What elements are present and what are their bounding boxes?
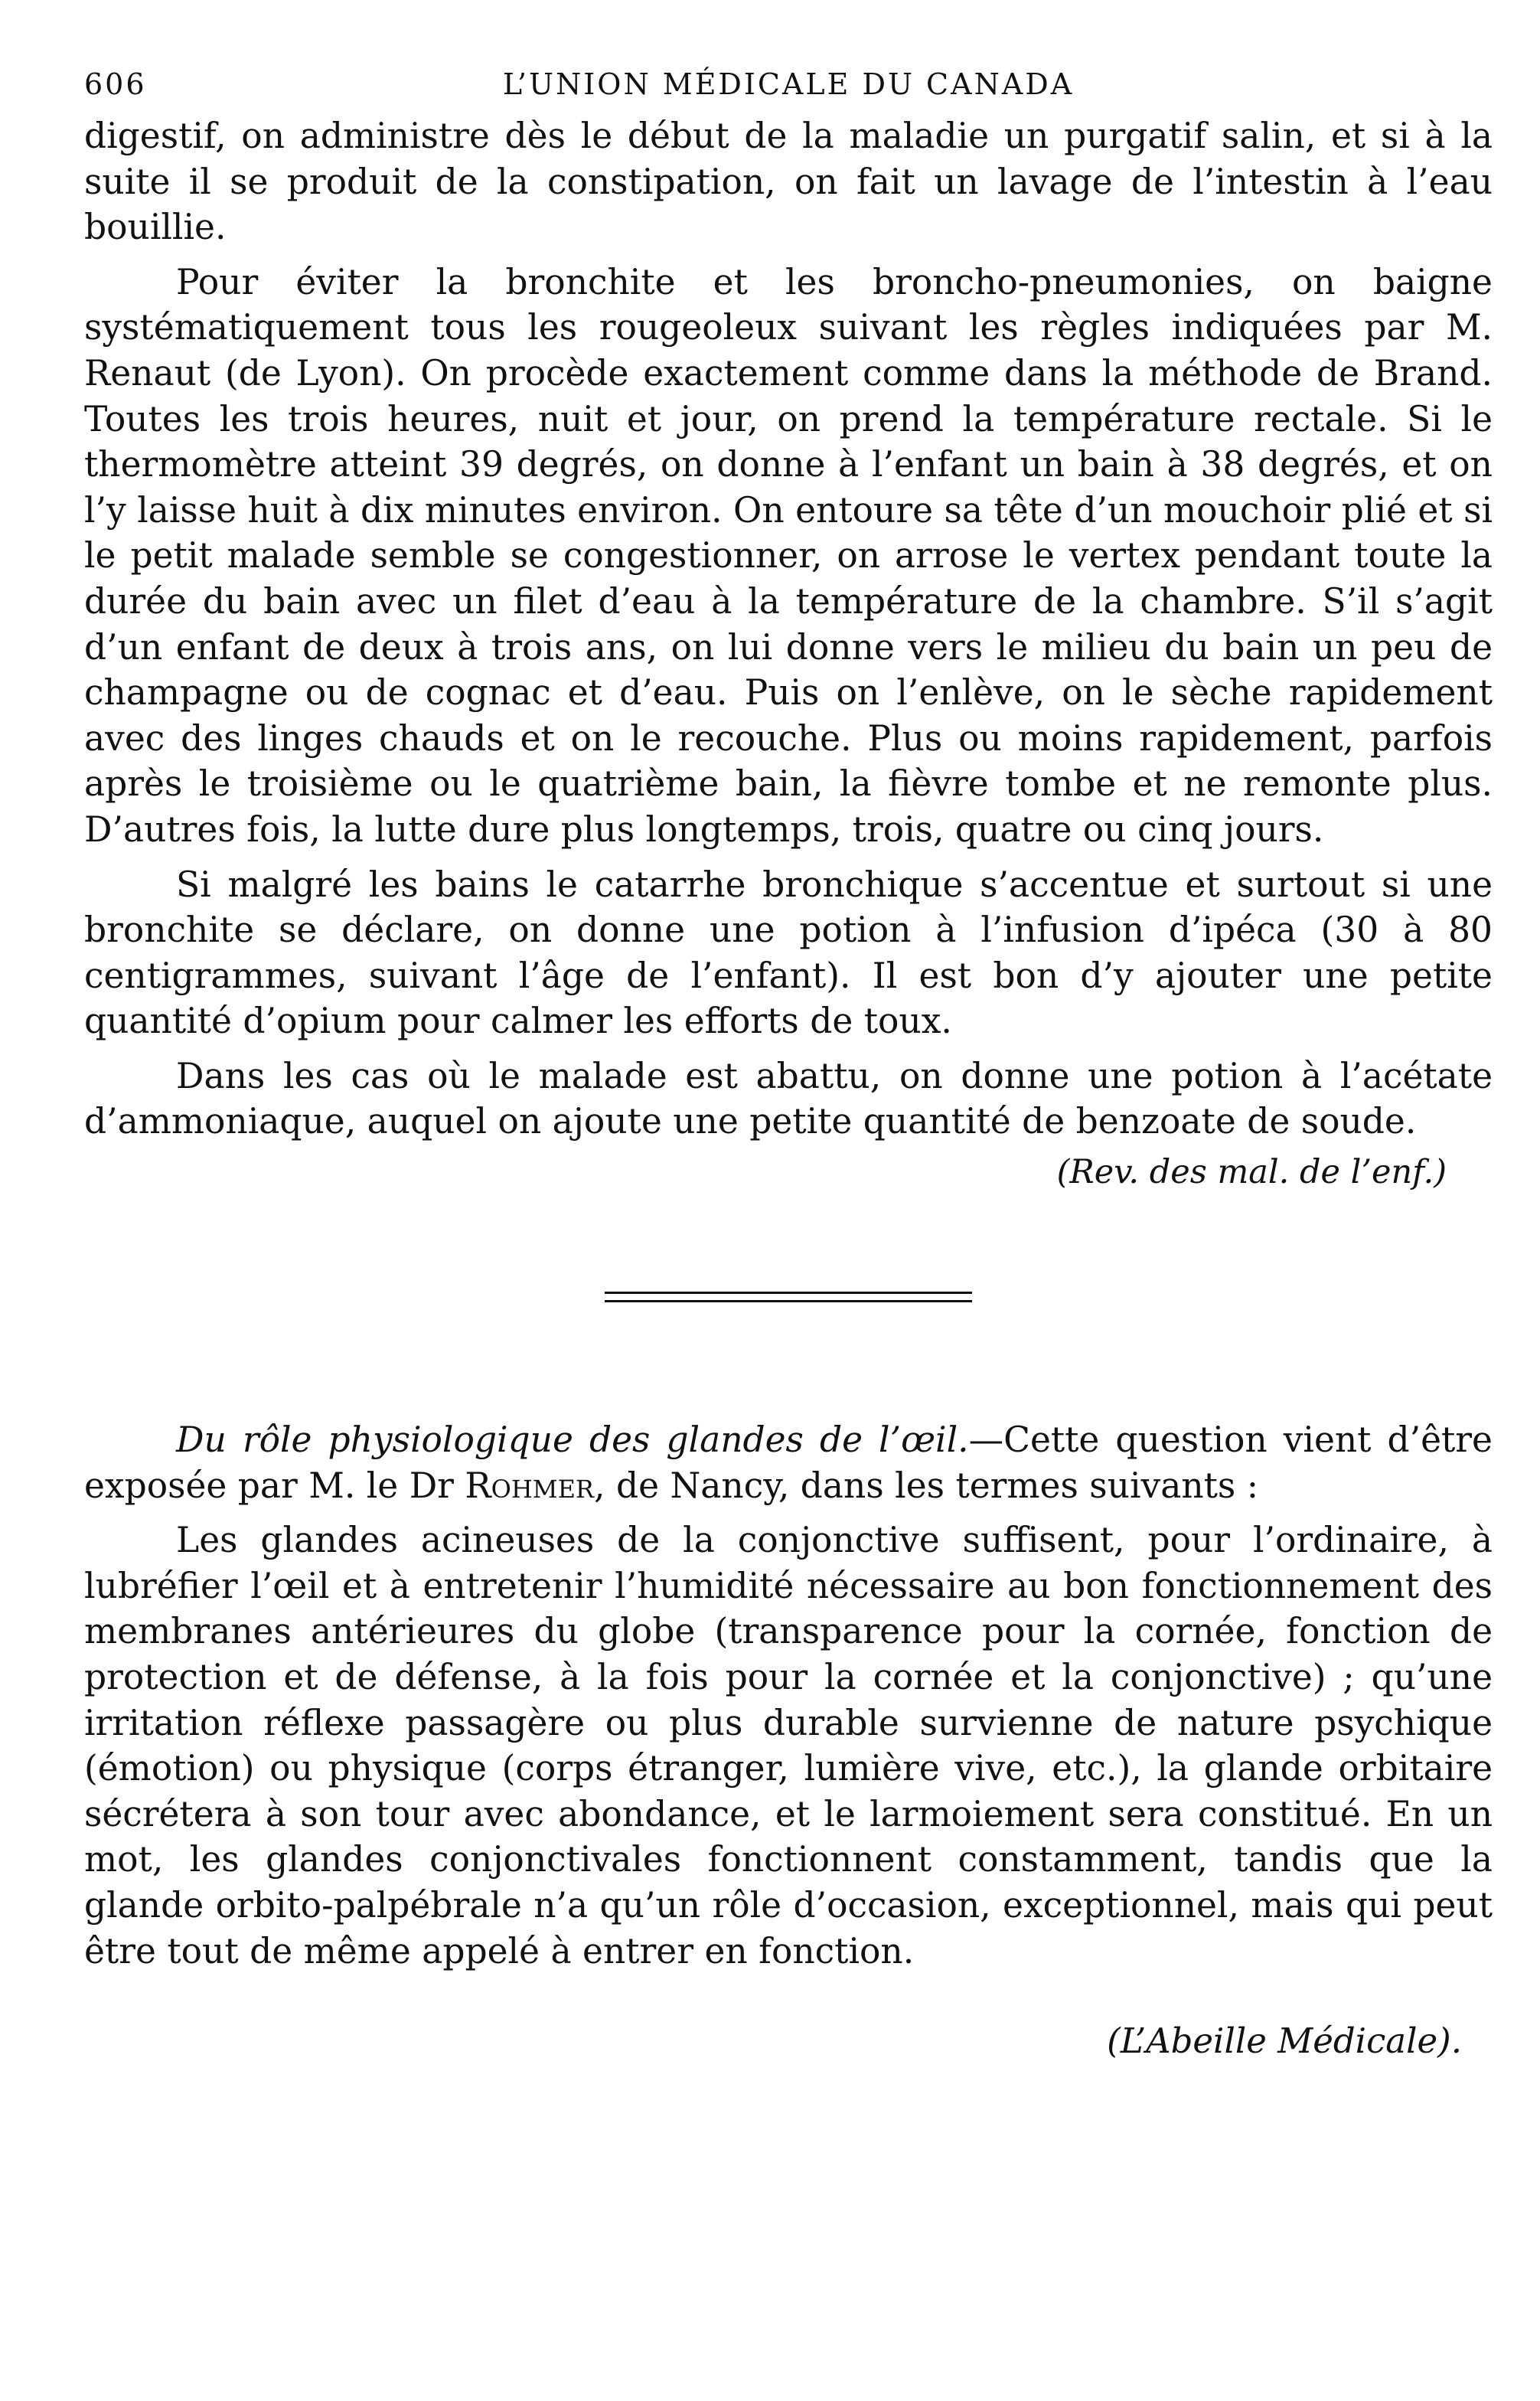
paragraph-ammonia: Dans les cas où le malade est abattu, on donne une potion à l’acétate d’ammoniaque, auquel on ajoute une petite quantité de benzoate de soude. [84,1055,1493,1142]
paragraph-baths: Pour éviter la bronchite et les broncho-pneumonies, on baigne systématiquement tous les rougeoleux suivant les règles indiquées par M. Renaut (de Lyon). On procède exactement comme dans la méthode de Brand. Toutes les trois heures, nuit et jour, on prend la température rectale. Si le thermomètre atteint 39 degrés, on donne à l’enfant un bain à 38 degrés, et on l’y laisse huit à dix minutes environ. On entoure sa tête d’un mouchoir plié et si le petit malade semble se congestionner, on arrose le vertex pendant toute la durée du bain avec un filet d’eau à la température de la chambre. S’il s’agit d’un enfant de deux à trois ans, on lui donne vers le milieu du bain un peu de champagne ou de cognac et d’eau. Puis on l’enlève, on le sèche rapidement avec des linges chauds et on le recouche. Plus ou moins rapidement, parfois après le troisième ou le quatrième bain, la fièvre tombe et ne remonte plus. D’autres fois, la lutte dure plus longtemps, trois, quatre ou cinq jours. [84,261,1493,850]
article2-source: (L’Abeille Médicale). [1107,2020,1462,2062]
article2-title: Du rôle physiologique des glandes de l’œil. [176,1419,969,1461]
divider-rule-top [605,1292,972,1294]
divider-rule-bottom [605,1300,972,1302]
document-page [84,67,1493,2064]
article1-source: (Rev. des mal. de l’enf.) [1056,1153,1447,1192]
article2-intro-text: —Cette question vient d’être exposée par M. le Dr [84,1419,1493,1506]
section-divider [605,1292,972,1302]
journal-title: L’UNION MÉDICALE DU CANADA [502,67,1075,101]
article2-intro [84,1417,1493,1508]
article-measles-treatment [84,113,1493,1195]
article2-author: Rohmer [465,1465,595,1506]
article2-intro-tail: , de Nancy, dans les termes suivants : [594,1465,1259,1506]
article-eye-glands [84,1417,1493,2064]
running-head [84,67,1493,113]
article2-body: Les glandes acineuses de la conjonctive suffisent, pour l’ordinaire, à lubréfier l’œil et à entretenir l’humidité nécessaire au bon fonctionnement des membranes antérieures du globe (transparence pour la cornée, fonction de protection et de défense, à la fois pour la cornée et la conjonctive) ; qu’une irritation réflexe passagère ou plus durable survienne de nature psychique (émotion) ou physique (corps étranger, lumière vive, etc.), la glande orbitaire sécrétera à son tour avec abondance, et le larmoiement sera constitué. En un mot, les glandes conjonctivales fonctionnent constamment, tandis que la glande orbito-palpébrale n’a qu’un rôle d’occasion, exceptionnel, mais qui peut être tout de même appelé à entrer en fonction. [84,1520,1493,1971]
paragraph-continued: digestif, on administre dès le début de la maladie un purgatif salin, et si à la suite il se produit de la constipation, on fait un lavage de l’intestin à l’eau bouillie. [84,116,1493,248]
page-number: 606 [84,67,147,101]
paragraph-bronchitis: Si malgré les bains le catarrhe bronchique s’accentue et surtout si une bronchite se déclare, on donne une potion à l’infusion d’ipéca (30 à 80 centigrammes, suivant l’âge de l’enfant). Il est bon d’y ajouter une petite quantité d’opium pour calmer les efforts de toux. [84,864,1493,1042]
